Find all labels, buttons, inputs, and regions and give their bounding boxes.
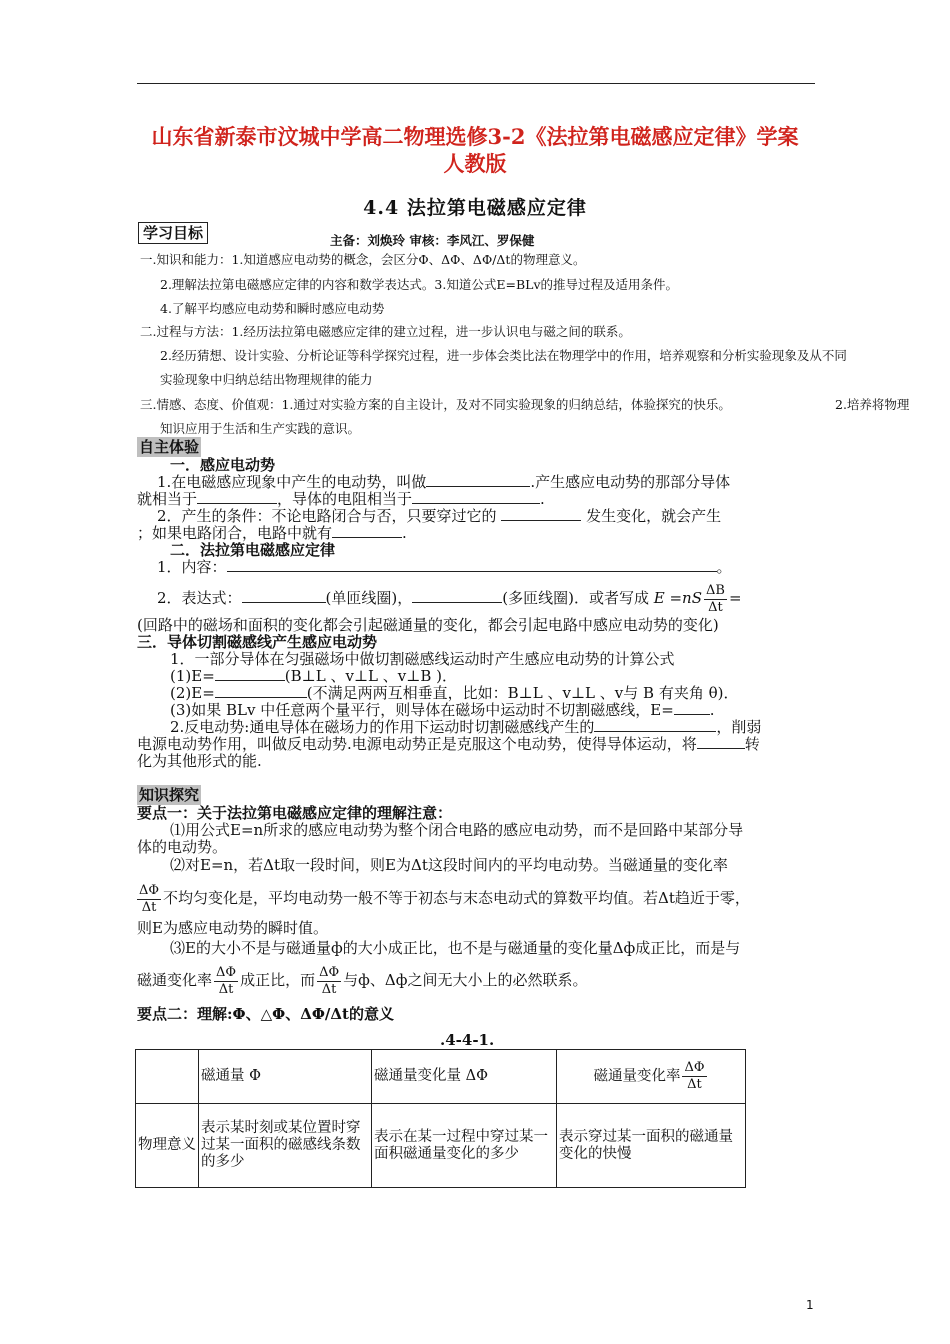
blank[interactable] [412,588,502,603]
para-5: (回路中的磁场和面积的变化都会引起磁通量的变化，都会引起电路中感应电动势的变化) [137,616,719,634]
section-title: 4.4 法拉第电磁感应定律 [363,197,587,219]
kp1-para-3: $\frac{\Delta\Phi}{\Delta t}$ 不均匀变化是，平均电动势一般不等于初态与末态电动式的算数平均值。若Δt趋近于零， [139,882,750,915]
kp1-para-1-cont: 体的电动势。 [137,838,228,856]
heading-induced-emf: 一．感应电动势 [170,456,276,474]
header-rule [137,83,815,84]
key-point-2: 要点二：理解:Φ、△Φ、ΔΦ/Δt的意义 [137,1005,394,1023]
para-4: 2．表达式： (单匝线圈)， (多匝线圈)．或者写成 E =nS $\frac{\Delta B}{\Delta t}$ = [157,582,742,615]
blank[interactable] [332,523,402,538]
row-label: 物理意义 [136,1104,199,1188]
heading-faraday-law: 二．法拉第电磁感应定律 [170,541,336,559]
table-corner-cell [136,1050,199,1104]
objective-process-2-cont: 实验现象中归纳总结出物理规律的能力 [160,372,373,387]
comparison-table [135,1049,746,1188]
para-2-cont: ；如果电路闭合，电路中就有 . [137,524,407,542]
title-line-2: 人教版 [443,151,507,176]
document-title [130,123,820,177]
blank[interactable] [215,666,285,681]
para-1: 1.在电磁感应现象中产生的电动势，叫做 .产生感应电动势的那部分导体 [157,473,731,491]
kp1-para-1: ⑴用公式E=n所求的感应电动势为整个闭合电路的感应电动势，而不是回路中某部分导 [170,821,744,839]
kp1-para-5: ⑶E的大小不是与磁通量ф的大小成正比，也不是与磁通量的变化量Δф成正比，而是与 [170,939,741,957]
objective-attitude-2: 2.培养将物理 [835,397,910,412]
explore-label: 知识探究 [139,786,200,804]
fraction-db-dt: $\frac{\Delta B}{\Delta t}$ [706,582,725,615]
header-flux-change: 磁通量变化量 ΔΦ [372,1050,557,1104]
objective-attitude: 三.情感、态度、价值观：1.通过对实验方案的自主设计，及对不同实验现象的归纳总结，体验探究的快乐。 [140,397,731,412]
para-10: 2.反电动势:通电导体在磁场力的作用下运动时切割磁感线产生的 ，削弱 [170,718,762,736]
para-8: (2)E= (不满足两两互相垂直，比如：B⊥L 、v⊥L 、v与 B 有夹角 θ)． [170,684,739,702]
fraction-dphi-dt: $\frac{\Delta\Phi}{\Delta t}$ [684,1060,705,1092]
cell-flux-rate-meaning: 表示穿过某一面积的磁通量变化的快慢 [557,1104,746,1188]
blank[interactable] [215,683,307,698]
blank[interactable] [412,489,540,504]
header-flux-rate: 磁通量变化率 $\frac{\Delta\Phi}{\Delta t}$ [557,1050,746,1104]
heading-cutting-emf: 三．导体切割磁感线产生感应电动势 [137,633,378,651]
objective-4: 4.了解平均感应电动势和瞬时感应电动势 [160,301,385,316]
para-10-end: 化为其他形式的能. [137,752,262,770]
para-7: (1)E= (B⊥L 、v⊥L 、v⊥B )． [170,667,458,685]
kp1-para-6: 磁通变化率 $\frac{\Delta\Phi}{\Delta t}$ 成正比，而 $\frac{\Delta\Phi}{\Delta t}$ 与ф、Δф之间无大小上的必然联系。 [137,964,588,997]
authors: 主备：刘焕玲 审核：李风江、罗保健 [330,233,535,248]
self-label: 自主体验 [139,438,200,456]
kp1-para-4: 则E为感应电动势的瞬时值。 [137,919,328,937]
fraction-dphi-dt: $\frac{\Delta\Phi}{\Delta t}$ [319,964,340,997]
objectives-label: 学习目标 [138,222,208,244]
blank[interactable] [501,506,581,521]
para-1-cont: 就相当于 ，导体的电阻相当于 . [137,490,545,508]
kp1-para-2: ⑵对E=n，若Δt取一段时间，则E为Δt这段时间内的平均电动势。当磁通量的变化率 [170,856,728,874]
key-point-1: 要点一：关于法拉第电磁感应定律的理解注意： [137,804,453,822]
blank[interactable] [426,472,530,487]
para-10-cont: 电源电动势作用，叫做反电动势.电源电动势正是克服这个电动势，使得导体运动，将 转 [137,735,760,753]
para-2: 2．产生的条件：不论电路闭合与否，只要穿过它的 发生变化，就会产生 [157,507,722,525]
para-9: (3)如果 BLv 中任意两个量平行，则导体在磁场中运动时不切割磁感线，E= . [170,701,715,719]
cell-flux-meaning: 表示某时刻或某位置时穿过某一面积的磁感线条数的多少 [199,1104,372,1188]
table-row [136,1104,746,1188]
table-header-row [136,1050,746,1104]
objective-process: 二.过程与方法：1.经历法拉第电磁感应定律的建立过程，进一步认识电与磁之间的联系。 [140,324,631,339]
page-number: 1 [806,1298,814,1312]
blank[interactable] [674,700,710,715]
para-3: 1．内容： 。 [157,558,732,576]
blank[interactable] [697,734,745,749]
objective-attitude-cont: 知识应用于生活和生产实践的意识。 [160,421,361,436]
blank[interactable] [594,717,716,732]
objective-knowledge: 一.知识和能力：1.知道感应电动势的概念，会区分Φ、ΔΦ、ΔΦ/Δt的物理意义。 [140,252,586,267]
fraction-dphi-dt: $\frac{\Delta\Phi}{\Delta t}$ [139,882,160,915]
header-flux: 磁通量 Φ [199,1050,372,1104]
title-line-1: 山东省新泰市汶城中学高二物理选修3-2《法拉第电磁感应定律》学案 [151,124,799,149]
cell-flux-change-meaning: 表示在某一过程中穿过某一面积磁通量变化的多少 [372,1104,557,1188]
para-6: 1．一部分导体在匀强磁场中做切割磁感线运动时产生感应电动势的计算公式 [170,650,675,668]
blank[interactable] [242,588,326,603]
objective-process-2: 2.经历猜想、设计实验、分析论证等科学探究过程，进一步体会类比法在物理学中的作用，培养观察和分析实验现象及从不同 [160,348,847,363]
blank[interactable] [227,557,717,572]
blank[interactable] [197,489,277,504]
objective-2: 2.理解法拉第电磁感应定律的内容和数学表达式。3.知道公式E=BLv的推导过程及适用条件。 [160,277,679,292]
fraction-dphi-dt: $\frac{\Delta\Phi}{\Delta t}$ [216,964,237,997]
table-caption: .4-4-1. [440,1031,495,1049]
